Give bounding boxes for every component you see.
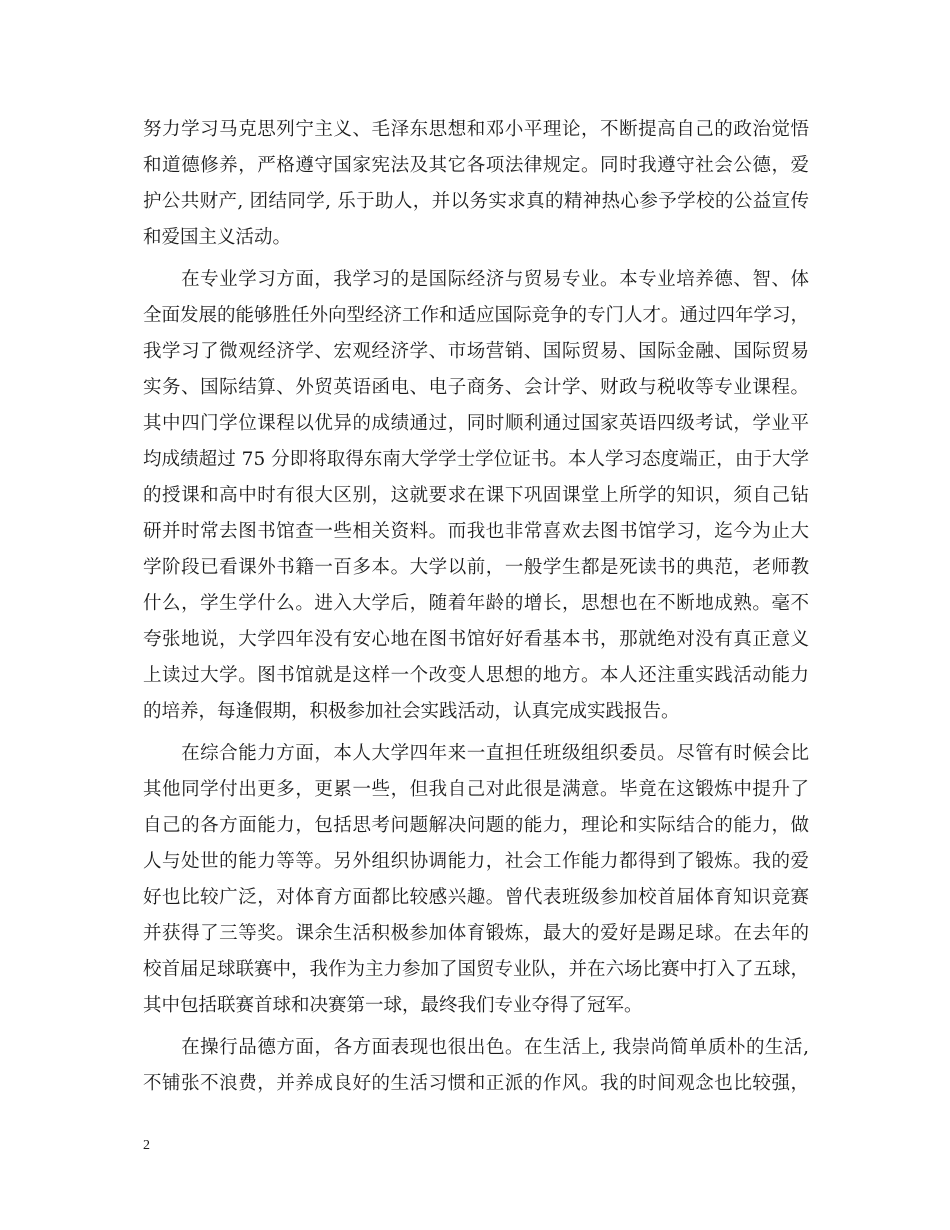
text-line: 不铺张不浪费，并养成良好的生活习惯和正派的作风。我的时间观念也比较强， — [143, 1073, 809, 1094]
text-line: 在专业学习方面，我学习的是国际经济与贸易专业。本专业培养德、智、体 — [143, 269, 809, 290]
text-line: 努力学习马克思列宁主义、毛泽东思想和邓小平理论，不断提高自己的政治觉悟 — [143, 119, 809, 140]
text-line: 在综合能力方面，本人大学四年来一直担任班级组织委员。尽管有时候会比 — [143, 743, 809, 764]
text-line: 学阶段已看课外书籍一百多本。大学以前，一般学生都是死读书的典范，老师教 — [143, 557, 809, 578]
text-line: 和爱国主义活动。 — [143, 227, 292, 248]
text-line: 人与处世的能力等等。另外组织协调能力，社会工作能力都得到了锻炼。我的爱 — [143, 851, 809, 872]
text-line: 在操行品德方面，各方面表现也很出色。在生活上, 我崇尚简单质朴的生活, — [143, 1037, 809, 1058]
text-line: 我学习了微观经济学、宏观经济学、市场营销、国际贸易、国际金融、国际贸易 — [143, 341, 809, 362]
text-line: 全面发展的能够胜任外向型经济工作和适应国际竞争的专门人才。通过四年学习， — [143, 305, 810, 326]
text-line: 实务、国际结算、外贸英语函电、电子商务、会计学、财政与税收等专业课程。 — [143, 377, 809, 398]
text-line: 校首届足球联赛中，我作为主力参加了国贸专业队，并在六场比赛中打入了五球， — [143, 959, 810, 980]
text-line: 夸张地说，大学四年没有安心地在图书馆好好看基本书，那就绝对没有真正意义 — [143, 629, 809, 650]
text-line: 和道德修养，严格遵守国家宪法及其它各项法律规定。同时我遵守社会公德，爱 — [143, 155, 809, 176]
body-text — [143, 112, 809, 1102]
text-line: 上读过大学。图书馆就是这样一个改变人思想的地方。本人还注重实践活动能力 — [143, 665, 809, 686]
text-line: 均成绩超过 75 分即将取得东南大学学士学位证书。本人学习态度端正，由于大学 — [143, 449, 809, 470]
text-line: 的培养，每逢假期，积极参加社会实践活动，认真完成实践报告。 — [143, 701, 680, 722]
text-line: 什么，学生学什么。进入大学后，随着年龄的增长，思想也在不断地成熟。毫不 — [143, 593, 809, 614]
text-line: 研并时常去图书馆查一些相关资料。而我也非常喜欢去图书馆学习，迄今为止大 — [143, 521, 809, 542]
text-line: 其他同学付出更多，更累一些，但我自己对此很是满意。毕竟在这锻炼中提升了 — [143, 779, 809, 800]
text-line: 自己的各方面能力，包括思考问题解决问题的能力，理论和实际结合的能力，做 — [143, 815, 809, 836]
text-line: 护公共财产, 团结同学, 乐于助人，并以务实求真的精神热心参予学校的公益宣传 — [143, 191, 809, 212]
text-line: 好也比较广泛，对体育方面都比较感兴趣。曾代表班级参加校首届体育知识竞赛 — [143, 887, 809, 908]
text-line: 并获得了三等奖。课余生活积极参加体育锻炼，最大的爱好是踢足球。在去年的 — [143, 923, 809, 944]
text-line: 其中四门学位课程以优异的成绩通过，同时顺利通过国家英语四级考试，学业平 — [143, 413, 809, 434]
text-line: 其中包括联赛首球和决赛第一球，最终我们专业夺得了冠军。 — [143, 995, 643, 1016]
text-line: 的授课和高中时有很大区别，这就要求在课下巩固课堂上所学的知识，须自己钻 — [143, 485, 809, 506]
page-number: 2 — [143, 1138, 150, 1153]
